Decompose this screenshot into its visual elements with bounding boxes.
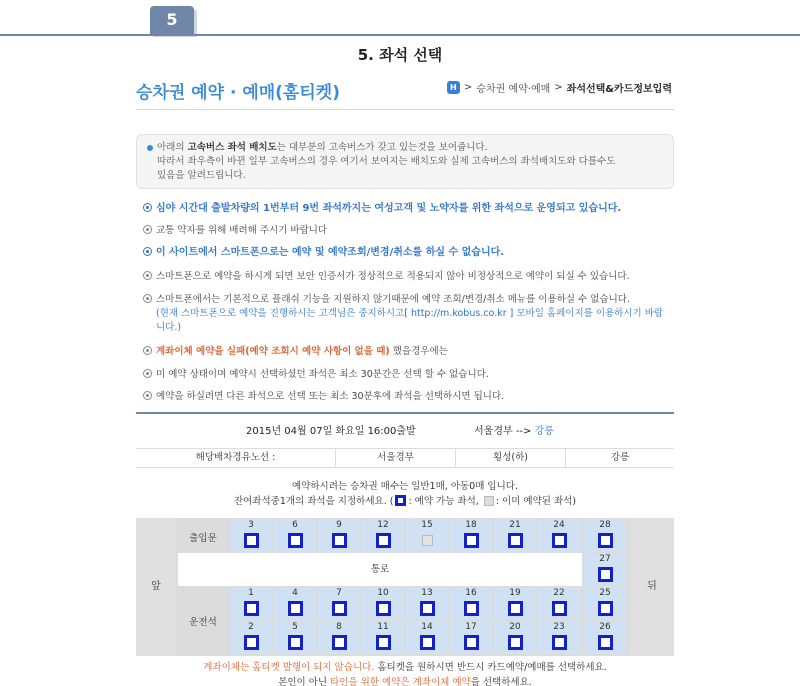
- available-seat-icon[interactable]: [598, 533, 613, 548]
- available-seat-icon[interactable]: [464, 601, 479, 616]
- seat-number: 24: [553, 520, 565, 530]
- seat-23[interactable]: [538, 621, 580, 654]
- seat-number: 11: [377, 622, 389, 632]
- booked-seat-icon: [422, 535, 433, 546]
- info-bullet-icon: [143, 369, 152, 378]
- notice-text: 아래의: [157, 142, 188, 153]
- driver-label: 운전석: [189, 617, 217, 628]
- bus-info-divider: [136, 412, 674, 414]
- seat-number: 21: [509, 520, 521, 530]
- seat-number: 1: [248, 588, 254, 598]
- departure-row: [136, 418, 674, 440]
- mobile-site-link[interactable]: (현재 스마트폰으로 예약을 진행하시는 고객님은 중지하시고[ http://m.kobus.co.kr ] 모바일 홈페이지를 이용하시기 바랍: [156, 308, 664, 319]
- seat-8[interactable]: [318, 621, 360, 654]
- available-seat-icon[interactable]: [598, 567, 613, 582]
- available-seat-icon[interactable]: [598, 601, 613, 616]
- bullet-icon: [147, 145, 153, 151]
- route-destination: 강릉: [534, 426, 554, 437]
- available-seat-icon[interactable]: [552, 601, 567, 616]
- seat-number: 18: [465, 520, 477, 530]
- available-seat-icon[interactable]: [332, 533, 347, 548]
- seat-27[interactable]: [584, 553, 626, 586]
- info-item-consideration: 교통 약자를 위해 배려해 주시기 바랍니다: [143, 224, 673, 238]
- seat-5[interactable]: [274, 621, 316, 654]
- seat-26[interactable]: [584, 621, 626, 654]
- seat-number: 16: [465, 588, 477, 598]
- departure-date: 2015년 04월 07일 화요일 16:00출발: [246, 426, 416, 437]
- seat-19[interactable]: [494, 587, 536, 620]
- seat-10[interactable]: [362, 587, 404, 620]
- seat-number: 19: [509, 588, 521, 598]
- available-seat-icon[interactable]: [464, 635, 479, 650]
- seat-25[interactable]: [584, 587, 626, 620]
- seat-2[interactable]: [230, 621, 272, 654]
- seat-number: 20: [509, 622, 521, 632]
- seat-number: 17: [465, 622, 477, 632]
- available-seat-icon[interactable]: [376, 533, 391, 548]
- seat-number: 15: [421, 520, 433, 530]
- available-seat-icon[interactable]: [598, 635, 613, 650]
- seat-number: 9: [336, 520, 342, 530]
- breadcrumb-sep: >: [463, 82, 473, 93]
- info-bullet-icon: [143, 247, 152, 256]
- info-bullet-icon: [143, 225, 152, 234]
- footer-note-2: 본인이 아닌 타인을 위한 예약은 계좌이체 예약을 선택하세요.: [278, 677, 532, 686]
- breadcrumb: [447, 80, 672, 95]
- step-title: 5. 좌석 선택: [357, 46, 443, 64]
- info-bullet-icon: [143, 271, 152, 280]
- breadcrumb-current: 좌석선택&카드정보입력: [566, 84, 672, 95]
- breadcrumb-sep: >: [554, 82, 563, 93]
- available-seat-icon[interactable]: [552, 635, 567, 650]
- seat-18[interactable]: [450, 519, 492, 552]
- seat-number: 3: [248, 520, 254, 530]
- seat-number: 2: [248, 622, 254, 632]
- available-seat-icon[interactable]: [376, 601, 391, 616]
- seat-number: 14: [421, 622, 433, 632]
- info-item-reselect: 예약을 하실려면 다른 좌석으로 선택 또는 최소 30분후에 좌석을 선택하시면 됩니다.: [143, 390, 673, 404]
- available-seat-icon[interactable]: [332, 601, 347, 616]
- seat-number: 12: [377, 520, 389, 530]
- route-stop: 서울경부: [336, 449, 456, 467]
- seat-11[interactable]: [362, 621, 404, 654]
- available-seat-icon: [395, 495, 406, 506]
- seat-13[interactable]: [406, 587, 448, 620]
- bus-front-label: 앞: [136, 518, 176, 656]
- breadcrumb-item-reservation[interactable]: 승차권 예약·예매: [476, 84, 551, 95]
- available-seat-icon[interactable]: [244, 601, 259, 616]
- info-item-smartphone: 이 사이트에서 스마트폰으로는 예약 및 예약조회/변경/취소를 하실 수 없습니다.: [143, 246, 673, 260]
- seat-number: 4: [292, 588, 298, 598]
- seat-20[interactable]: [494, 621, 536, 654]
- available-seat-icon[interactable]: [420, 601, 435, 616]
- available-seat-icon[interactable]: [508, 635, 523, 650]
- route-stop: 강릉: [610, 452, 630, 463]
- available-seat-icon[interactable]: [288, 533, 303, 548]
- seat-number: 13: [421, 588, 433, 598]
- seat-layout-notice: [136, 134, 674, 189]
- route-stop: 횡성(하): [456, 449, 566, 467]
- seat-number: 28: [599, 520, 611, 530]
- seat-15: [406, 519, 448, 552]
- seat-7[interactable]: [318, 587, 360, 620]
- available-seat-icon[interactable]: [332, 635, 347, 650]
- info-bullet-icon: [143, 391, 152, 400]
- seat-number: 7: [336, 588, 342, 598]
- aisle: 통로: [178, 553, 582, 586]
- mobile-site-link-cont: 니다.): [156, 322, 182, 333]
- seat-number: 10: [377, 588, 389, 598]
- seat-legend: 잔여좌석중1개의 좌석을 지정하세요. ( : 예약 가능 좌석, : 이미 예약된 좌석): [233, 496, 577, 507]
- seat-6[interactable]: [274, 519, 316, 552]
- seat-4[interactable]: [274, 587, 316, 620]
- seat-14[interactable]: [406, 621, 448, 654]
- transfer-fail-highlight: 계좌이체 예약을 실패(예약 조회시 예약 사항이 없을 때): [156, 346, 390, 357]
- seat-16[interactable]: [450, 587, 492, 620]
- notice-line-3: 있음을 알려드립니다.: [157, 170, 246, 181]
- available-seat-icon[interactable]: [552, 533, 567, 548]
- seat-22[interactable]: [538, 587, 580, 620]
- available-seat-icon[interactable]: [288, 601, 303, 616]
- notice-line-2: 따라서 좌우측이 바뀐 일부 고속버스의 경우 여기서 보여지는 배치도와 실제 고속버스의 좌석배치도와 다를수도: [157, 156, 616, 167]
- info-item-30min: 미 예약 상태이며 예약시 선택하셨던 좌석은 최소 30분간은 선택 할 수 없습니다.: [143, 368, 673, 382]
- home-icon[interactable]: H: [447, 81, 460, 94]
- seat-number: 8: [336, 622, 342, 632]
- seat-number: 26: [599, 622, 611, 632]
- seat-28[interactable]: [584, 519, 626, 552]
- available-seat-icon[interactable]: [376, 635, 391, 650]
- page-title: 승차권 예약 · 예매(홈티켓): [136, 83, 340, 103]
- route-stops: [136, 448, 674, 468]
- seat-number: 22: [553, 588, 565, 598]
- info-bullet-icon: [143, 346, 152, 355]
- seat-number: 27: [599, 554, 611, 564]
- available-seat-icon[interactable]: [288, 635, 303, 650]
- seat-12[interactable]: [362, 519, 404, 552]
- bus-back-label: 뒤: [630, 518, 674, 656]
- available-seat-icon[interactable]: [420, 635, 435, 650]
- available-seat-icon[interactable]: [464, 533, 479, 548]
- footer-note-1: 계좌이체는 홈티켓 발행이 되지 않습니다. 홈티켓을 원하시면 반드시 카드예약/예매를 선택하세요.: [203, 662, 607, 673]
- seat-number: 5: [292, 622, 298, 632]
- available-seat-icon[interactable]: [508, 533, 523, 548]
- seat-number: 25: [599, 588, 611, 598]
- ticket-count-message: 예약하시려는 승차권 매수는 일반1매, 아동0매 입니다.: [292, 481, 518, 492]
- route-label: 해당배차경유노선 :: [136, 449, 336, 467]
- seat-number: 6: [292, 520, 298, 530]
- available-seat-icon[interactable]: [244, 635, 259, 650]
- info-bullet-icon: [143, 203, 152, 212]
- door-label: 출입문: [189, 533, 217, 544]
- header-divider: [0, 34, 800, 36]
- seat-9[interactable]: [318, 519, 360, 552]
- notice-text: 는 대부분의 고속버스가 갖고 있는것을 보여줍니다.: [276, 142, 488, 153]
- info-item-flash: 스마트폰에서는 기본적으로 플래쉬 기능을 지원하지 않기때문에 예약 조회/변경/취소 메뉴를 이용하실 수 없습니다. (현재 스마트폰으로 예약을 진행하시는 고객님은 중지하시고[ http://m.kobus.co.kr ] 모바일 홈페이지를 이용하시기 바랍 니다.): [143, 293, 673, 335]
- available-seat-icon[interactable]: [244, 533, 259, 548]
- seat-21[interactable]: [494, 519, 536, 552]
- notice-bold: 고속버스 좌석 배치도: [187, 142, 277, 153]
- info-item-night-seats: 심야 시간대 출발차량의 1번부터 9번 좌석까지는 여성고객 및 노약자를 위한 좌석으로 운영되고 있습니다.: [143, 202, 673, 216]
- available-seat-icon[interactable]: [508, 601, 523, 616]
- info-item-certificate: 스마트폰으로 예약을 하시게 되면 보안 인증서가 정상적으로 적용되지 않아 비정상적으로 예약이 되실 수 있습니다.: [143, 270, 673, 284]
- info-bullet-icon: [143, 294, 152, 303]
- seat-3[interactable]: [230, 519, 272, 552]
- seat-17[interactable]: [450, 621, 492, 654]
- step-number-tab: 5: [150, 6, 194, 34]
- booked-seat-icon: [484, 496, 494, 506]
- info-item-transfer-fail: 계좌이체 예약을 실패(예약 조회시 예약 사항이 없을 때) 했을경우에는: [143, 345, 673, 359]
- title-divider: [136, 109, 674, 110]
- seat-number: 23: [553, 622, 565, 632]
- route-info: 서울경부 --> 강릉: [474, 426, 554, 437]
- seat-24[interactable]: [538, 519, 580, 552]
- seat-1[interactable]: [230, 587, 272, 620]
